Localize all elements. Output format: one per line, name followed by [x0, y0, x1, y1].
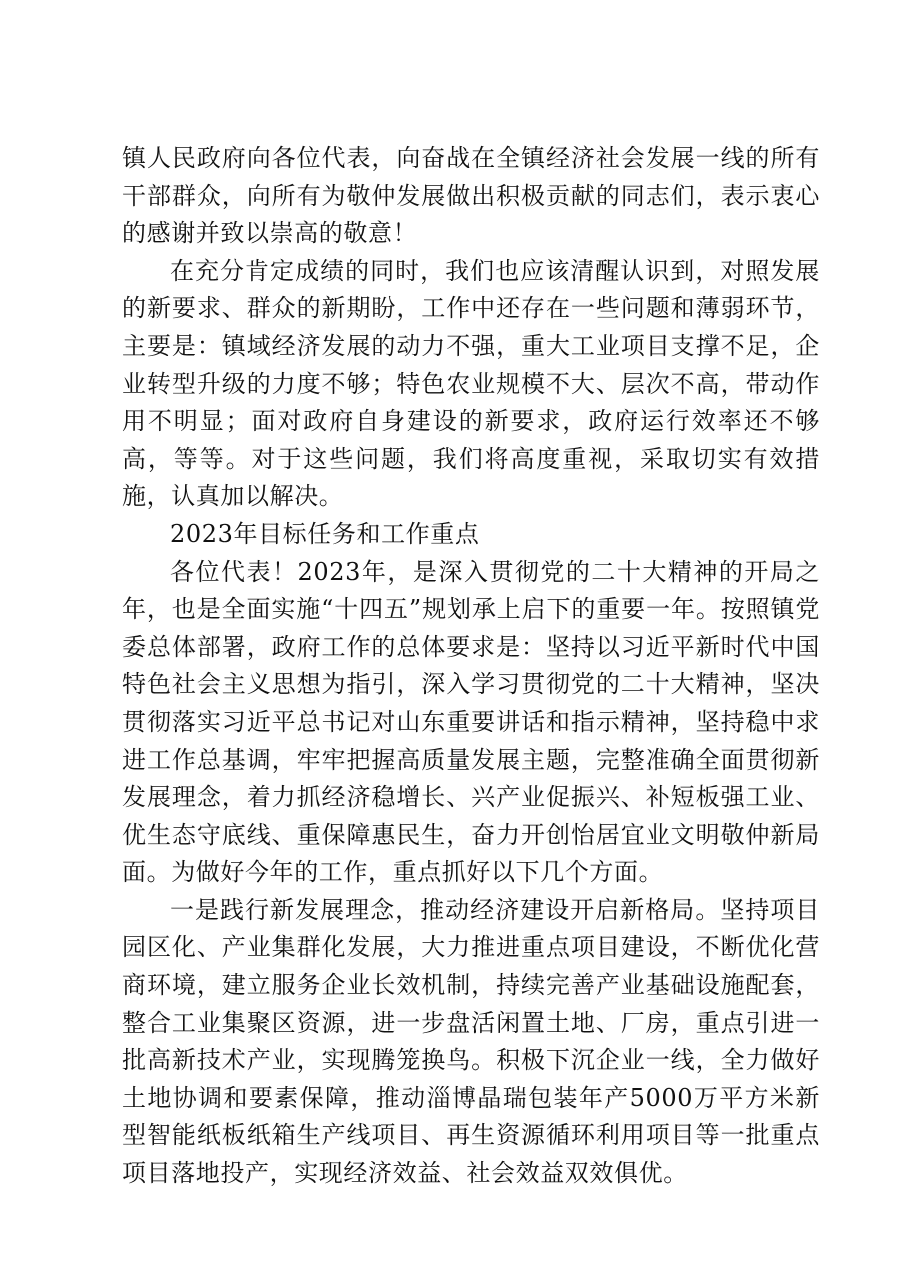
paragraph-continuation: 镇人民政府向各位代表，向奋战在全镇经济社会发展一线的所有干部群众，向所有为敬仲发展做出积极贡献的同志们，表示衷心的感谢并致以崇高的敬意！	[122, 144, 820, 248]
paragraph-shortcomings: 在充分肯定成绩的同时，我们也应该清醒认识到，对照发展的新要求、群众的新期盼，工作中还存在一些问题和薄弱环节，主要是：镇域经济发展的动力不强，重大工业项目支撑不足，企业转型升级的力度不够；特色农业规模不大、层次不高，带动作用不明显；面对政府自身建设的新要求，政府运行效率还不够高，等等。对于这些问题，我们将高度重视，采取切实有效措施，认真加以解决。	[122, 256, 820, 511]
section-heading: 2023年目标任务和工作重点	[170, 519, 480, 548]
paragraph-general-requirements: 各位代表！2023年，是深入贯彻党的二十大精神的开局之年，也是全面实施“十四五”规划承上启下的重要一年。按照镇党委总体部署，政府工作的总体要求是：坚持以习近平新时代中国特色社会主义思想为指引，深入学习贯彻党的二十大精神，坚决贯彻落实习近平总书记对山东重要讲话和指示精神，坚持稳中求进工作总基调，牢牢把握高质量发展主题，完整准确全面贯彻新发展理念，着力抓经济稳增长、兴产业促振兴、补短板强工业、优生态守底线、重保障惠民生，奋力开创怡居宜业文明敬仲新局面。为做好今年的工作，重点抓好以下几个方面。	[122, 557, 820, 887]
paragraph-economic-construction: 一是践行新发展理念，推动经济建设开启新格局。坚持项目园区化、产业集群化发展，大力推进重点项目建设，不断优化营商环境，建立服务企业长效机制，持续完善产业基础设施配套，整合工业集聚区资源，进一步盘活闲置土地、厂房，重点引进一批高新技术产业，实现腾笼换鸟。积极下沉企业一线，全力做好土地协调和要素保障，推动淄博晶瑞包装年产5000万平方米新型智能纸板纸箱生产线项目、再生资源循环利用项目等一批重点项目落地投产，实现经济效益、社会效益双效俱优。	[122, 895, 820, 1188]
document-body	[122, 140, 820, 1193]
